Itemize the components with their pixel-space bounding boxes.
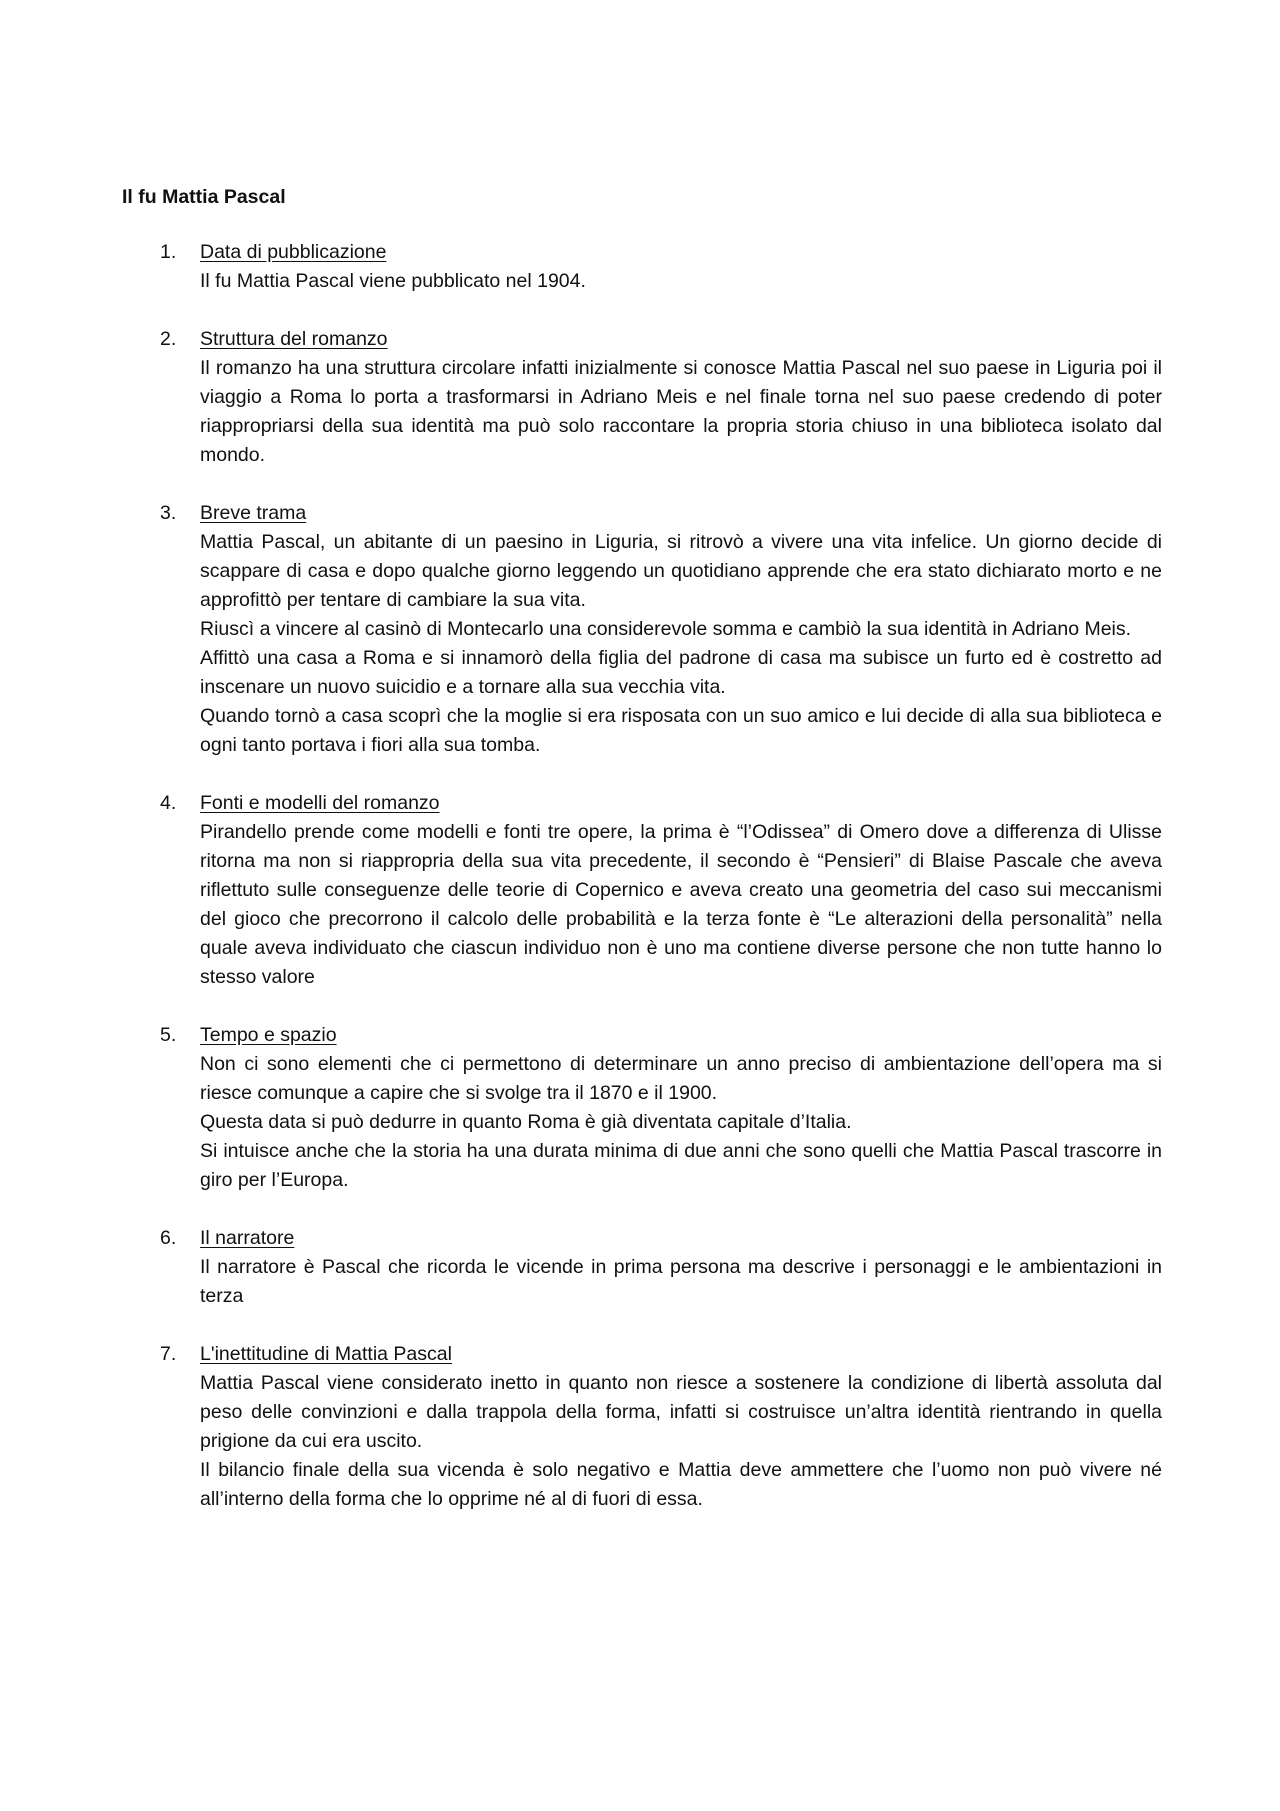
section-number: 3.: [160, 502, 177, 524]
section-body: [200, 1340, 1162, 1514]
section-paragraph: Il narratore è Pascal che ricorda le vicende in prima persona ma descrive i personaggi e le ambientazioni in terza: [200, 1256, 1162, 1307]
section-paragraph: Pirandello prende come modelli e fonti tre opere, la prima è “l’Odissea” di Omero dove a differenza di Ulisse ritorna ma non si riappropria della sua vita precedente, il secondo è “Pensieri” di Blaise Pascale che aveva riflettuto sulle conseguenze delle teorie di Copernico e aveva creato una geometria del caso sui meccanismi del gioco che precorrono il calcolo delle probabilità e la terza fonte è “Le alterazioni della personalità” nella quale aveva individuato che ciascun individuo non è uno ma contiene diverse persone che non tutte hanno lo stesso valore: [200, 821, 1162, 988]
section-paragraph: Il bilancio finale della sua vicenda è solo negativo e Mattia deve ammettere che l’uomo non può vivere né all’interno della forma che lo opprime né al di fuori di essa.: [200, 1459, 1162, 1510]
section-body: [200, 325, 1162, 470]
section-paragraph: Il romanzo ha una struttura circolare infatti inizialmente si conosce Mattia Pascal nel suo paese in Liguria poi il viaggio a Roma lo porta a trasformarsi in Adriano Meis e nel finale torna nel suo paese credendo di poter riappropriarsi della sua identità ma può solo raccontare la propria storia chiuso in una biblioteca isolato dal mondo.: [200, 357, 1162, 466]
section-paragraph: Non ci sono elementi che ci permettono di determinare un anno preciso di ambientazione dell’opera ma si riesce comunque a capire che si svolge tra il 1870 e il 1900.: [200, 1053, 1162, 1104]
section-number: 4.: [160, 792, 177, 814]
section-paragraph: Mattia Pascal viene considerato inetto in quanto non riesce a sostenere la condizione di libertà assoluta dal peso delle convinzioni e dalla trappola della forma, infatti si costruisce un’altra identità rientrando in quella prigione da cui era uscito.: [200, 1372, 1162, 1452]
section-body: [200, 499, 1162, 760]
document-title: Il fu Mattia Pascal: [122, 186, 286, 208]
section-paragraph: Riuscì a vincere al casinò di Montecarlo una considerevole somma e cambiò la sua identità in Adriano Meis.: [200, 618, 1132, 640]
section-heading: Tempo e spazio: [200, 1024, 337, 1046]
section-heading: Data di pubblicazione: [200, 241, 387, 263]
section-paragraph: Il fu Mattia Pascal viene pubblicato nel 1904.: [200, 270, 586, 292]
section-2: [0, 325, 1280, 470]
section-number: 6.: [160, 1227, 177, 1249]
section-body: [200, 1021, 1162, 1195]
section-6: [0, 1224, 1280, 1311]
section-number: 5.: [160, 1024, 177, 1046]
section-paragraph: Quando tornò a casa scoprì che la moglie si era risposata con un suo amico e lui decide di alla sua biblioteca e ogni tanto portava i fiori alla sua tomba.: [200, 705, 1162, 756]
section-list: [0, 238, 1280, 1543]
section-heading: L'inettitudine di Mattia Pascal: [200, 1343, 452, 1365]
section-heading: Fonti e modelli del romanzo: [200, 792, 440, 814]
section-number: 7.: [160, 1343, 177, 1365]
section-5: [0, 1021, 1280, 1195]
section-heading: Struttura del romanzo: [200, 328, 388, 350]
section-4: [0, 789, 1280, 992]
section-7: [0, 1340, 1280, 1514]
section-paragraph: Questa data si può dedurre in quanto Roma è già diventata capitale d’Italia.: [200, 1111, 852, 1133]
section-number: 2.: [160, 328, 177, 350]
section-1: [0, 238, 1280, 296]
section-3: [0, 499, 1280, 760]
section-number: 1.: [160, 241, 177, 263]
section-body: [200, 238, 1162, 296]
section-body: [200, 789, 1162, 992]
section-paragraph: Si intuisce anche che la storia ha una durata minima di due anni che sono quelli che Mattia Pascal trascorre in giro per l’Europa.: [200, 1140, 1162, 1191]
section-body: [200, 1224, 1162, 1311]
section-heading: Breve trama: [200, 502, 307, 524]
section-paragraph: Mattia Pascal, un abitante di un paesino in Liguria, si ritrovò a vivere una vita infelice. Un giorno decide di scappare di casa e dopo qualche giorno leggendo un quotidiano apprende che era stato dichiarato morto e ne approfittò per tentare di cambiare la sua vita.: [200, 531, 1162, 611]
section-paragraph: Affittò una casa a Roma e si innamorò della figlia del padrone di casa ma subisce un furto ed è costretto ad inscenare un nuovo suicidio e a tornare alla sua vecchia vita.: [200, 647, 1162, 698]
section-heading: Il narratore: [200, 1227, 295, 1249]
